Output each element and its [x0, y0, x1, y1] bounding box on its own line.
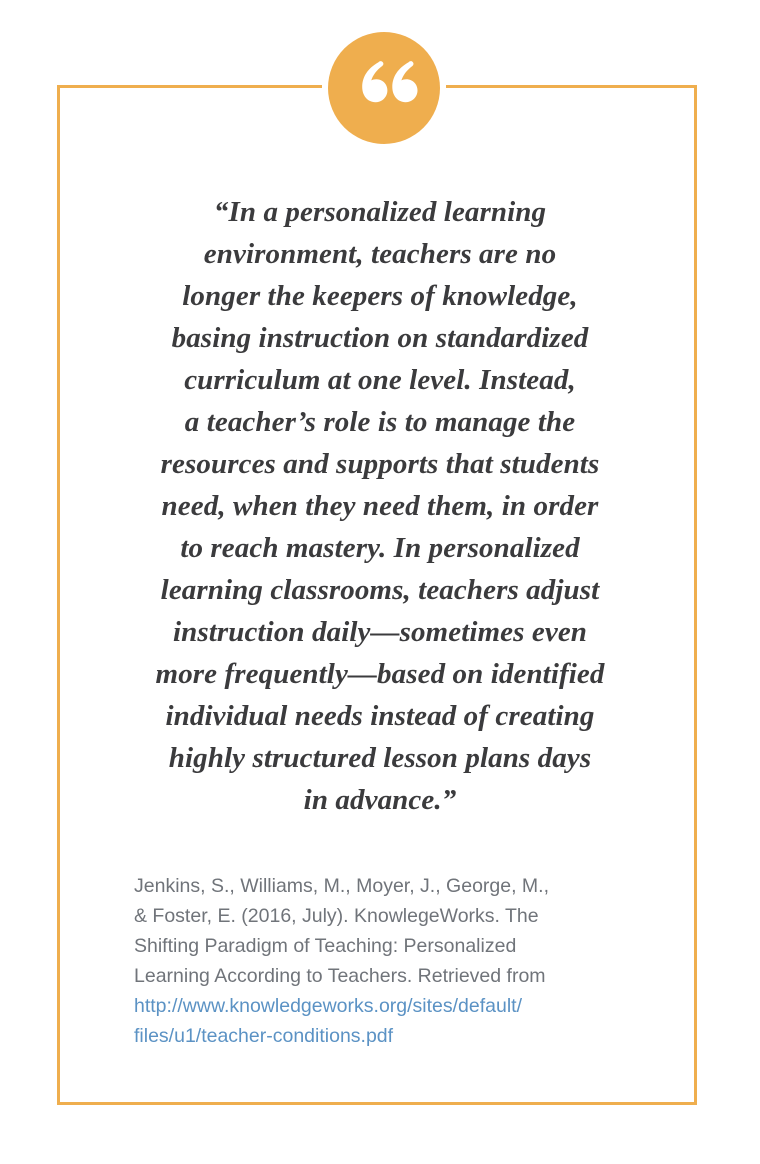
- quote-line: need, when they need them, in order: [161, 490, 599, 522]
- quote-line: “In a personalized learning: [213, 196, 547, 228]
- quote-line: curriculum at one level. Instead,: [184, 364, 576, 396]
- citation-line: Learning According to Teachers. Retrieved from: [134, 965, 546, 987]
- quote-line: longer the keepers of knowledge,: [182, 280, 578, 312]
- open-quote-icon: [348, 62, 420, 114]
- quote-line: to reach mastery. In personalized: [180, 532, 580, 564]
- quote-line: in advance.”: [303, 784, 457, 816]
- quote-line: a teacher’s role is to manage the: [184, 406, 576, 438]
- quote-line: basing instruction on standardized: [171, 322, 589, 354]
- quote-line: more frequently—based on identified: [155, 658, 605, 690]
- quote-card: [57, 85, 697, 1105]
- quote-line: individual needs instead of creating: [165, 700, 595, 732]
- quote-line: instruction daily—sometimes even: [172, 616, 588, 648]
- citation-line: Jenkins, S., Williams, M., Moyer, J., George, M.,: [134, 875, 550, 897]
- citation-url-link[interactable]: [134, 991, 654, 1051]
- citation-url-line: files/u1/teacher-conditions.pdf: [134, 1025, 394, 1047]
- quote-line: resources and supports that students: [160, 448, 600, 480]
- citation: [134, 871, 654, 1051]
- quote-line: environment, teachers are no: [203, 238, 557, 270]
- citation-url-line: http://www.knowledgeworks.org/sites/default/: [134, 995, 523, 1017]
- citation-line: Shifting Paradigm of Teaching: Personalized: [134, 935, 517, 957]
- quote-text: [100, 191, 660, 821]
- quote-badge: [328, 32, 440, 144]
- quote-card-inner: [60, 88, 694, 1102]
- quote-line: highly structured lesson plans days: [168, 742, 592, 774]
- citation-line: & Foster, E. (2016, July). KnowlegeWorks. The: [134, 905, 539, 927]
- quote-line: learning classrooms, teachers adjust: [160, 574, 600, 606]
